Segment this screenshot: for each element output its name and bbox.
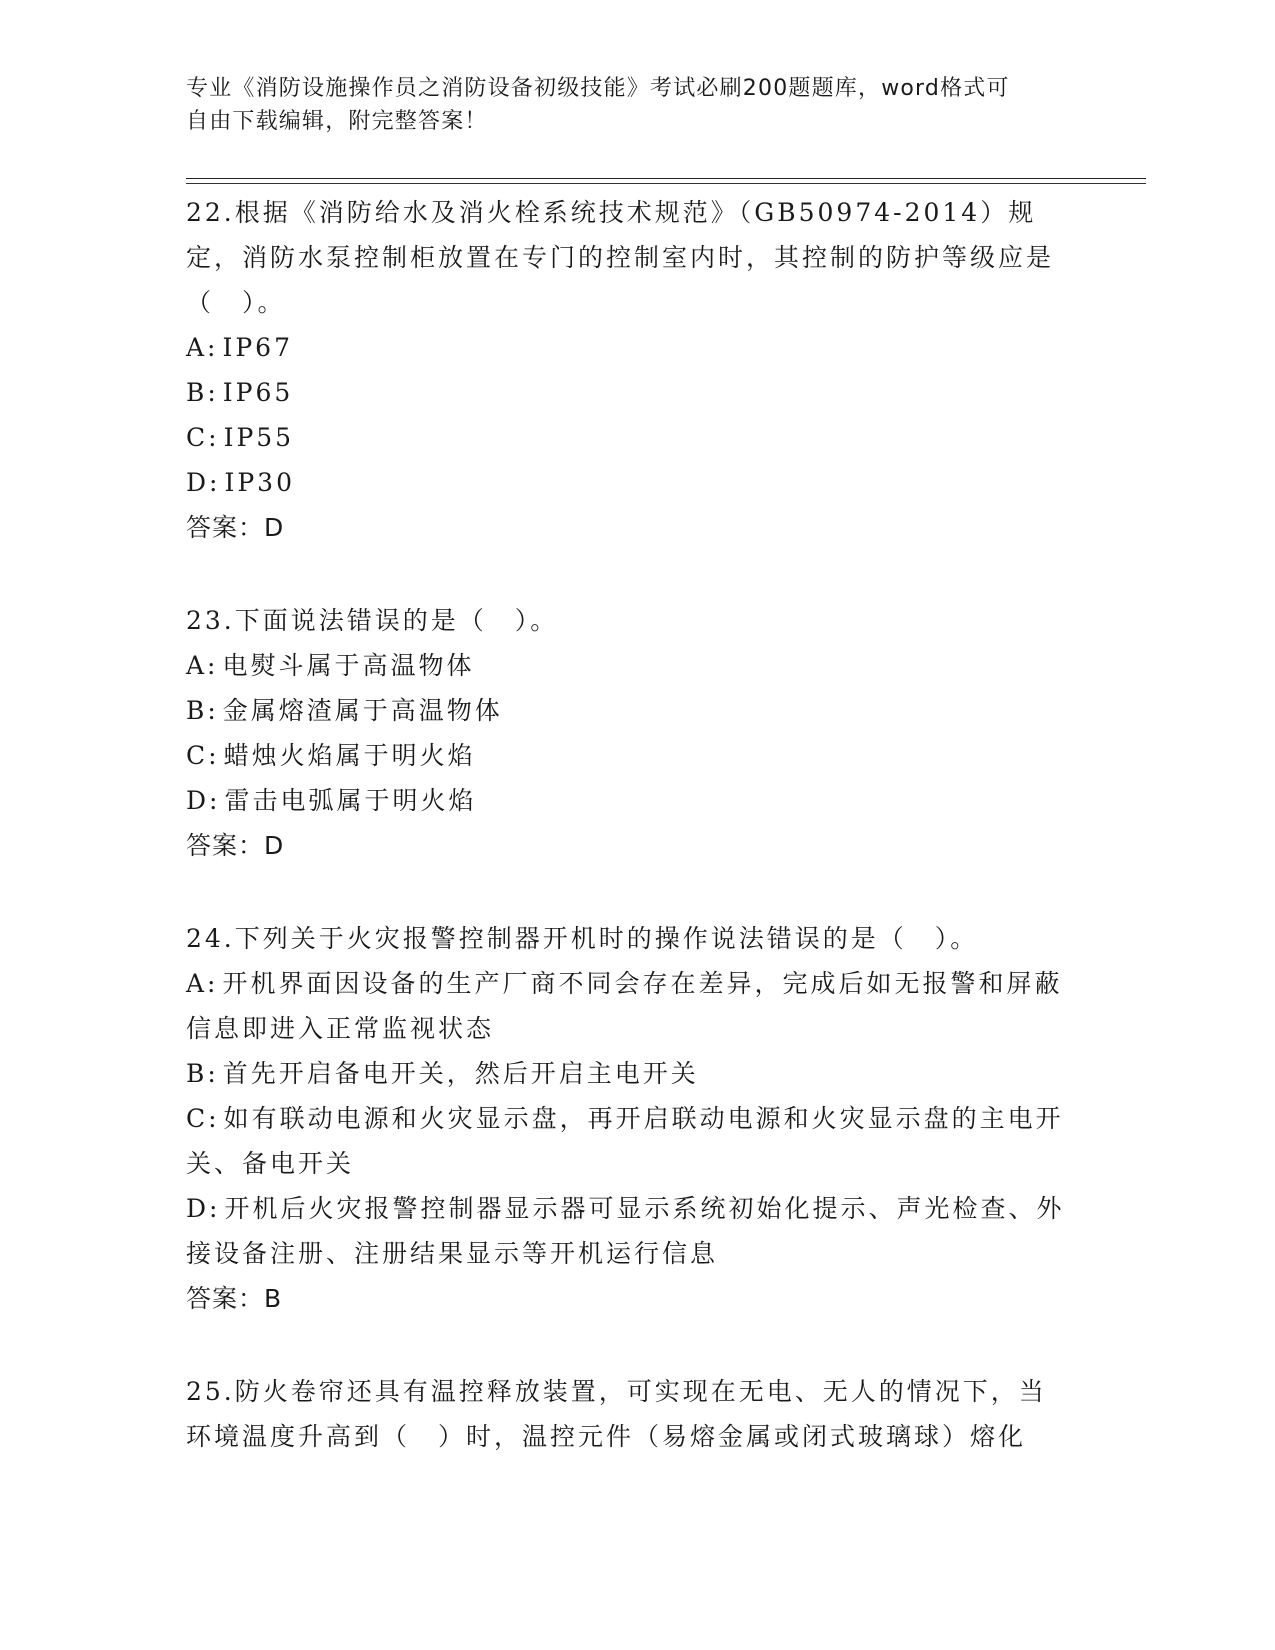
option-label: B: bbox=[186, 378, 219, 407]
question-24 bbox=[186, 916, 1066, 1321]
header-divider-thick bbox=[186, 178, 1146, 179]
option-text: 开机后火灾报警控制器显示器可显示系统初始化提示、声光检查、外接设备注册、注册结果显示等开机运行信息 bbox=[186, 1194, 1065, 1268]
answer-line: 答案：B bbox=[186, 1284, 283, 1313]
question-text: 22.根据《消防给水及消火栓系统技术规范》（GB50974-2014）规定，消防水泵控制柜放置在专门的控制室内时，其控制的防护等级应是（ ）。 bbox=[186, 198, 1055, 317]
option-text: 金属熔渣属于高温物体 bbox=[222, 696, 503, 725]
option-text: IP67 bbox=[222, 333, 293, 362]
option-label: D: bbox=[186, 786, 221, 815]
option-label: C: bbox=[186, 741, 220, 770]
option-text: 如有联动电源和火灾显示盘，再开启联动电源和火灾显示盘的主电开关、备电开关 bbox=[186, 1104, 1064, 1178]
question-23 bbox=[186, 598, 1066, 868]
header-line-2: 自由下载编辑，附完整答案！ bbox=[186, 109, 488, 134]
option-label: D: bbox=[186, 1194, 221, 1223]
option-text: IP65 bbox=[222, 378, 294, 407]
option-label: C: bbox=[186, 1104, 220, 1133]
option-a bbox=[186, 325, 1066, 370]
header-divider-thin bbox=[186, 183, 1146, 184]
question-25 bbox=[186, 1369, 1066, 1459]
question-text: 24.下列关于火灾报警控制器开机时的操作说法错误的是（ ）。 bbox=[186, 924, 979, 953]
option-text: 首先开启备电开关，然后开启主电开关 bbox=[222, 1059, 699, 1088]
option-label: C: bbox=[186, 423, 220, 452]
option-a bbox=[186, 961, 1066, 1051]
option-text: 雷击电弧属于明火焰 bbox=[224, 786, 477, 815]
option-text: IP55 bbox=[223, 423, 295, 452]
option-label: B: bbox=[186, 1059, 219, 1088]
option-d bbox=[186, 460, 1066, 505]
option-label: D: bbox=[186, 468, 221, 497]
question-text: 25.防火卷帘还具有温控释放装置，可实现在无电、无人的情况下，当环境温度升高到（ ）时，温控元件（易熔金属或闭式玻璃球）熔化 bbox=[186, 1377, 1047, 1451]
option-label: B: bbox=[186, 696, 219, 725]
option-text: 蜡烛火焰属于明火焰 bbox=[223, 741, 476, 770]
document-header bbox=[186, 72, 1086, 138]
question-text: 23.下面说法错误的是（ ）。 bbox=[186, 606, 559, 635]
option-b bbox=[186, 688, 1066, 733]
option-d bbox=[186, 1186, 1066, 1276]
header-line-1: 专业《消防设施操作员之消防设备初级技能》考试必刷200题题库，word格式可 bbox=[186, 76, 1010, 101]
question-22 bbox=[186, 190, 1066, 550]
question-list bbox=[186, 190, 1066, 1507]
option-text: 开机界面因设备的生产厂商不同会存在差异，完成后如无报警和屏蔽信息即进入正常监视状态 bbox=[186, 969, 1063, 1043]
option-label: A: bbox=[186, 651, 219, 680]
option-text: 电熨斗属于高温物体 bbox=[222, 651, 475, 680]
answer-line: 答案：D bbox=[186, 831, 285, 860]
option-c bbox=[186, 733, 1066, 778]
option-c bbox=[186, 415, 1066, 460]
option-a bbox=[186, 643, 1066, 688]
option-b bbox=[186, 370, 1066, 415]
option-d bbox=[186, 778, 1066, 823]
option-text: IP30 bbox=[224, 468, 295, 497]
option-label: A: bbox=[186, 969, 219, 998]
option-b bbox=[186, 1051, 1066, 1096]
answer-line: 答案：D bbox=[186, 513, 285, 542]
option-c bbox=[186, 1096, 1066, 1186]
option-label: A: bbox=[186, 333, 219, 362]
